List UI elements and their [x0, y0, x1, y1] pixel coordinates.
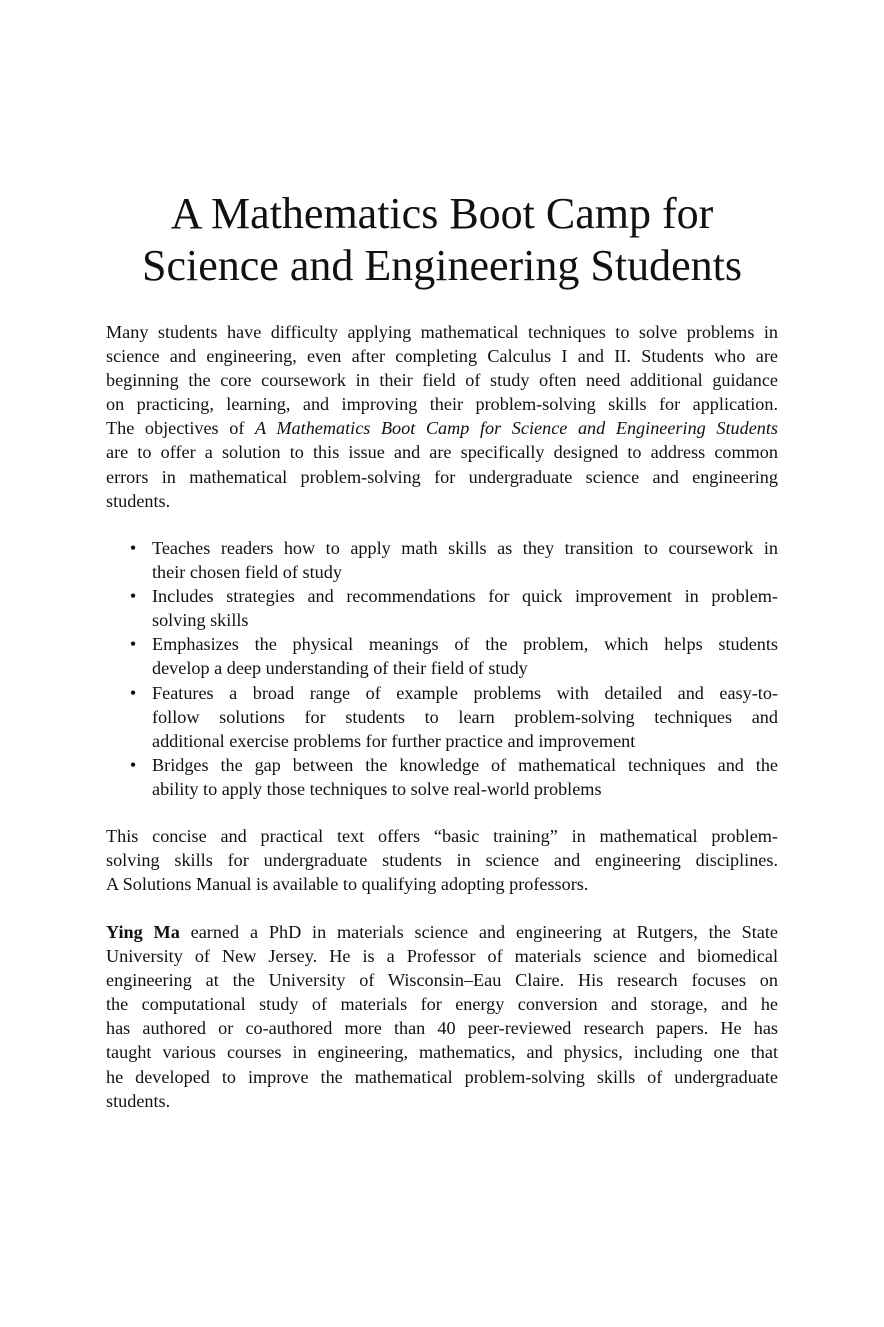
text-line: the computational study of materials for energy conversion and storage, and he: [106, 994, 778, 1015]
author-name: Ying Ma: [106, 922, 180, 942]
feature-list-item: [126, 681, 778, 753]
text-line: students.: [106, 1090, 171, 1111]
text-line: engineering at the University of Wisconsin–Eau Claire. His research focuses on: [106, 970, 778, 991]
book-title-line: Science and Engineering Students: [142, 241, 742, 290]
feature-list-item: [126, 753, 778, 801]
text-line: Many students have difficulty applying mathematical techniques to solve problems in: [106, 322, 778, 342]
text-line: students.: [106, 490, 171, 511]
text-line: solving skills for undergraduate students in science and engineering disciplines.: [106, 850, 778, 871]
text-line: on practicing, learning, and improving their problem-solving skills for application.: [106, 394, 778, 415]
text-line: follow solutions for students to learn problem-solving techniques and: [152, 706, 778, 727]
feature-list-item: [126, 632, 778, 680]
book-title-italic: A Mathematics Boot Camp for Science and Engineering Students: [255, 418, 778, 439]
text-line: Features a broad range of example problems with detailed and easy-to-: [152, 682, 778, 703]
text-line: has authored or co-authored more than 40 peer-reviewed research papers. He has: [106, 1018, 778, 1039]
text-line: Includes strategies and recommendations for quick improvement in problem-: [152, 586, 778, 607]
feature-list: [126, 536, 778, 801]
author-bio: [106, 920, 778, 1113]
text-line: he developed to improve the mathematical problem-solving skills of undergraduate: [106, 1066, 778, 1087]
feature-list-item: [126, 584, 778, 632]
text-line: This concise and practical text offers “basic training” in mathematical problem-: [106, 826, 778, 846]
text-line: Bridges the gap between the knowledge of mathematical techniques and the: [152, 754, 778, 775]
text-line: Emphasizes the physical meanings of the problem, which helps students: [152, 634, 778, 655]
feature-list-item: [126, 536, 778, 584]
bullet-icon: •: [129, 754, 137, 775]
bullet-icon: •: [129, 538, 137, 558]
text-line: solving skills: [152, 610, 249, 631]
text-line: University of New Jersey. He is a Professor of materials science and biomedical: [106, 946, 778, 967]
text-line: ability to apply those techniques to solve real-world problems: [152, 778, 602, 799]
text-line: beginning the core coursework in their field of study often need additional guidance: [106, 370, 778, 391]
objectives-prefix: The objectives of: [106, 418, 255, 439]
text-line: taught various courses in engineering, mathematics, and physics, including one that: [106, 1042, 778, 1063]
text-line: [106, 416, 778, 440]
text-line: develop a deep understanding of their field of study: [152, 658, 528, 679]
text-line: Ying Ma earned a PhD in materials science and engineering at Rutgers, the State: [106, 922, 778, 942]
bullet-icon: •: [129, 682, 137, 703]
text-line: are to offer a solution to this issue and are specifically designed to address common: [106, 442, 778, 463]
text-line: A Solutions Manual is available to qualifying adopting professors.: [106, 874, 589, 895]
bullet-icon: •: [129, 586, 137, 607]
text-line: their chosen field of study: [152, 562, 342, 583]
bullet-icon: •: [129, 634, 137, 655]
summary-paragraph: [106, 824, 778, 896]
text-line: errors in mathematical problem-solving for undergraduate science and engineering: [106, 466, 778, 487]
intro-paragraph: [106, 320, 778, 513]
text-line: science and engineering, even after completing Calculus I and II. Students who are: [106, 346, 778, 367]
book-title: [0, 188, 884, 292]
text-line: additional exercise problems for further practice and improvement: [152, 730, 636, 751]
text-line: Teaches readers how to apply math skills as they transition to coursework in: [152, 538, 778, 558]
book-title-line: A Mathematics Boot Camp for: [170, 189, 714, 238]
